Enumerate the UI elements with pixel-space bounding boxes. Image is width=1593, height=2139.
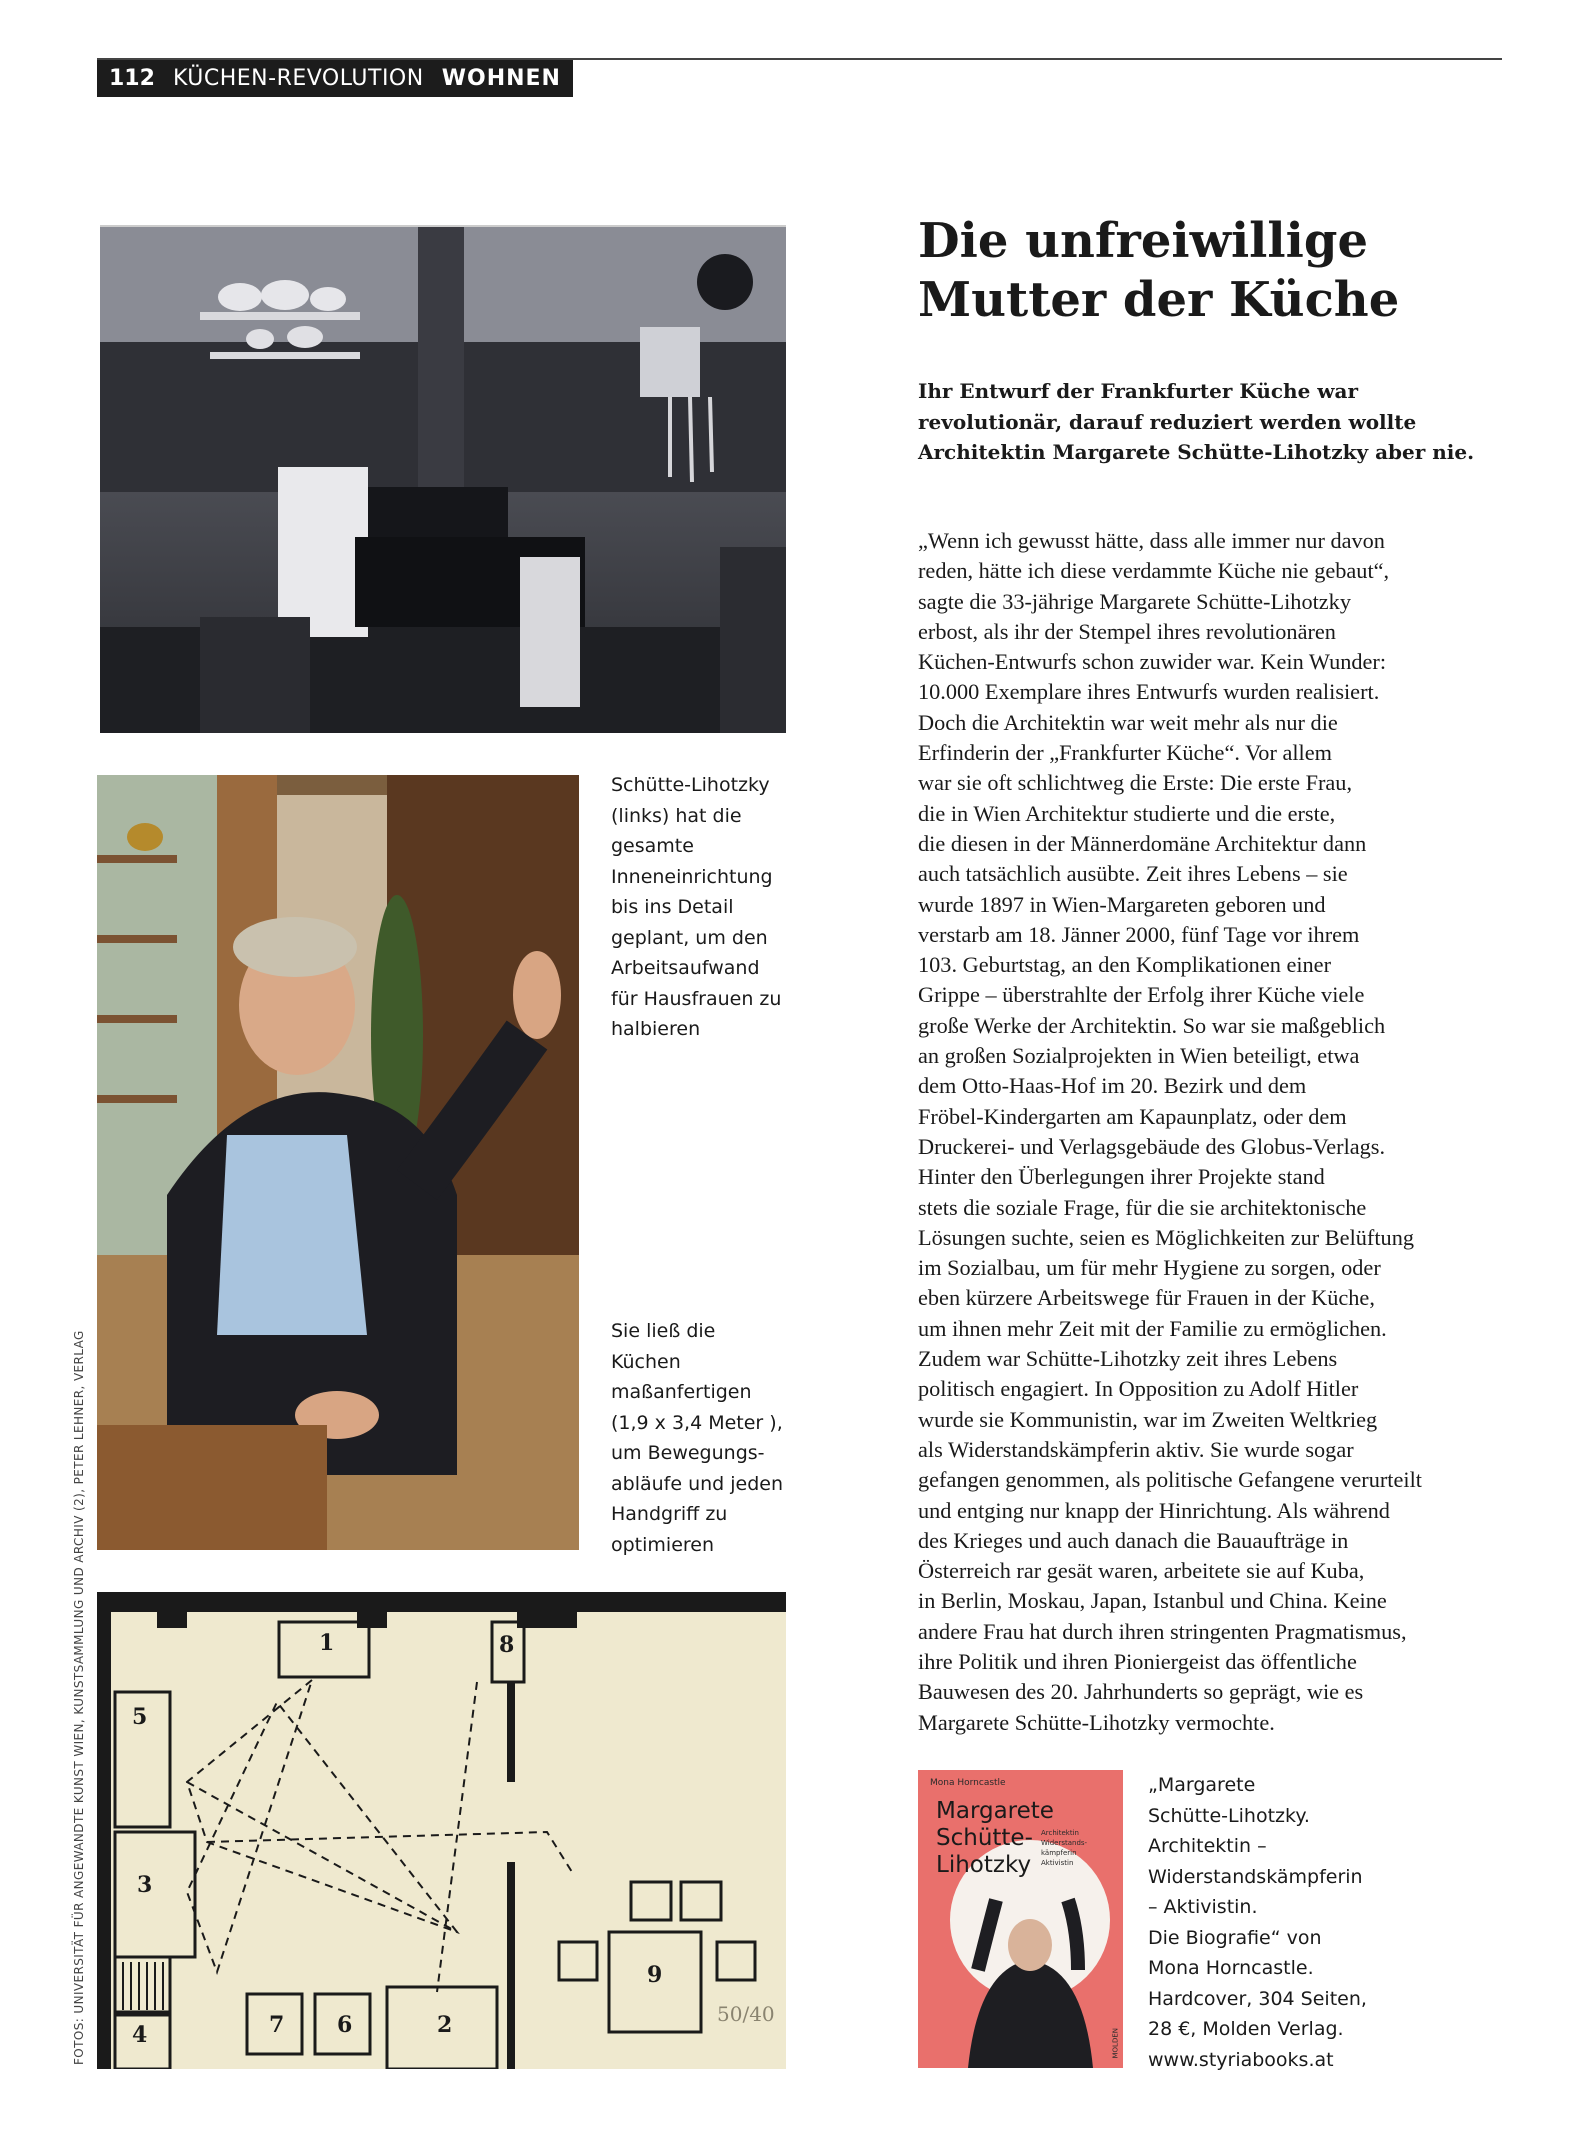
body-line: die diesen in der Männerdomäne Architektur dann xyxy=(918,830,1367,856)
caption-line: um Bewegungs- xyxy=(611,1442,765,1464)
body-line: eben kürzere Arbeitswege für Frauen in der Küche, xyxy=(918,1285,1375,1311)
body-line: die in Wien Architektur studierte und die erste, xyxy=(918,800,1336,826)
plan-label-1: 1 xyxy=(319,1630,335,1656)
book-caption xyxy=(1148,1770,1378,2075)
caption-line: Arbeitsaufwand xyxy=(611,957,760,979)
book-caption-line: Die Biografie“ von xyxy=(1148,1926,1322,1949)
body-line: und entging nur knapp der Hinrichtung. Als während xyxy=(918,1497,1390,1523)
body-line: Erfinderin der „Frankfurter Küche“. Vor allem xyxy=(918,740,1332,766)
book-cover-subtitle-line: Aktivistin xyxy=(1041,1859,1074,1867)
body-line: 103. Geburtstag, an den Komplikationen einer xyxy=(918,952,1332,978)
body-line: des Krieges und auch danach die Bauaufträge in xyxy=(918,1527,1349,1553)
book-cover-author: Mona Horncastle xyxy=(930,1778,1006,1788)
body-line: verstarb am 18. Jänner 2000, fünf Tage vor ihrem xyxy=(918,921,1360,947)
book-caption-line: Widerstandskämpferin xyxy=(1148,1865,1363,1888)
photo-credit: FOTOS: UNIVERSITÄT FÜR ANGEWANDTE KUNST WIEN, KUNSTSAMMLUNG UND ARCHIV (2), PETER LEHNER, VERLAG xyxy=(72,1330,86,2065)
body-line: an großen Sozialprojekten in Wien beteiligt, etwa xyxy=(918,1043,1360,1069)
body-line: Zudem war Schütte-Lihotzky zeit ihres Lebens xyxy=(918,1346,1338,1372)
rubric-label: WOHNEN xyxy=(441,66,561,91)
headline-line: Mutter der Küche xyxy=(918,272,1400,328)
kitchen-floor-plan xyxy=(97,1592,786,2069)
book-cover-title-line: Margarete xyxy=(936,1798,1054,1824)
book-caption-line: 28 €, Molden Verlag. xyxy=(1148,2018,1344,2040)
book-cover-subtitle-line: kämpferin xyxy=(1041,1849,1077,1857)
body-line: dem Otto-Haas-Hof im 20. Bezirk und dem xyxy=(918,1073,1307,1099)
caption-line: maßanfertigen xyxy=(611,1381,752,1403)
body-line: sagte die 33-jährige Margarete Schütte-Lihotzky xyxy=(918,588,1351,614)
plan-label-7: 7 xyxy=(269,2012,285,2038)
book-cover-publisher: MOLDEN xyxy=(1111,2028,1119,2059)
book-caption-line: Mona Horncastle. xyxy=(1148,1957,1314,1979)
lead-line: Ihr Entwurf der Frankfurter Küche war xyxy=(918,379,1358,403)
caption-line: Sie ließ die xyxy=(611,1320,716,1342)
caption-line: Küchen xyxy=(611,1350,681,1373)
book-cover xyxy=(918,1770,1123,2068)
caption-line: halbieren xyxy=(611,1018,701,1040)
headline-line: Die unfreiwillige xyxy=(918,213,1368,269)
caption-line: abläufe und jeden xyxy=(611,1472,784,1495)
caption-line: optimieren xyxy=(611,1533,715,1556)
plan-label-9: 9 xyxy=(647,1962,663,1988)
body-line: Margarete Schütte-Lihotzky vermochte. xyxy=(918,1709,1275,1735)
body-line: Österreich rar gesät waren, arbeitete sie auf Kuba, xyxy=(918,1558,1365,1584)
plan-label-scale: 50/40 xyxy=(717,2002,775,2026)
page-header xyxy=(97,60,573,97)
plan-label-4: 4 xyxy=(132,2022,148,2048)
caption-line: bis ins Detail xyxy=(611,896,734,918)
body-line: große Werke der Architektin. So war sie maßgeblich xyxy=(918,1012,1386,1038)
lead-line: revolutionär, darauf reduziert werden wollte xyxy=(918,409,1417,434)
book-cover-title-line: Schütte- xyxy=(936,1825,1033,1851)
body-line: Hinter den Überlegungen ihrer Projekte stand xyxy=(918,1164,1325,1190)
body-line: andere Frau hat durch ihren stringenten Pragmatismus, xyxy=(918,1618,1407,1644)
caption-line: geplant, um den xyxy=(611,926,768,949)
caption-line: (1,9 x 3,4 Meter ), xyxy=(611,1411,783,1434)
plan-caption xyxy=(611,1316,796,1560)
portrait-caption xyxy=(611,770,796,1045)
plan-label-5: 5 xyxy=(132,1704,148,1730)
body-line: politisch engagiert. In Opposition zu Adolf Hitler xyxy=(918,1376,1359,1402)
body-line: Lösungen suchte, seien es Möglichkeiten zur Belüftung xyxy=(918,1224,1414,1250)
page-number: 112 xyxy=(109,66,155,91)
portrait-photo xyxy=(97,775,579,1550)
plan-label-6: 6 xyxy=(337,2012,353,2038)
article-headline xyxy=(918,212,1478,330)
body-line: als Widerstandskämpferin aktiv. Sie wurde sogar xyxy=(918,1436,1354,1462)
caption-line: Schütte-Lihotzky xyxy=(611,774,770,796)
caption-line: gesamte xyxy=(611,835,694,857)
caption-line: Handgriff zu xyxy=(611,1503,728,1525)
caption-line: Inneneinrichtung xyxy=(611,865,773,888)
article-lead xyxy=(918,376,1478,468)
plan-label-3: 3 xyxy=(137,1872,153,1898)
body-line: war sie oft schlichtweg die Erste: Die erste Frau, xyxy=(918,770,1353,796)
body-line: im Sozialbau, um für mehr Hygiene zu sorgen, oder xyxy=(918,1255,1381,1281)
body-line: wurde 1897 in Wien-Margareten geboren und xyxy=(918,891,1326,917)
caption-line: (links) hat die xyxy=(611,804,742,827)
body-line: wurde sie Kommunistin, war im Zweiten Weltkrieg xyxy=(918,1406,1378,1432)
book-caption-line: Architektin – xyxy=(1148,1835,1267,1857)
body-line: Grippe – überstrahlte der Erfolg ihrer Küche viele xyxy=(918,982,1365,1008)
plan-label-8: 8 xyxy=(499,1632,515,1658)
kitchen-photo xyxy=(100,225,786,733)
section-title: KÜCHEN-REVOLUTION xyxy=(172,66,424,91)
body-line: Bauwesen des 20. Jahrhunderts so geprägt, wie es xyxy=(918,1679,1364,1705)
book-caption-line: Schütte-Lihotzky. xyxy=(1148,1804,1310,1827)
body-line: reden, hätte ich diese verdammte Küche nie gebaut“, xyxy=(918,558,1390,584)
body-line: 10.000 Exemplare ihres Entwurfs wurden realisiert. xyxy=(918,679,1380,705)
body-line: auch tatsächlich ausübte. Zeit ihres Lebens – sie xyxy=(918,861,1348,887)
caption-line: für Hausfrauen zu xyxy=(611,987,782,1010)
book-cover-subtitle-line: Widerstands- xyxy=(1041,1839,1088,1847)
book-caption-line: Hardcover, 304 Seiten, xyxy=(1148,1987,1367,2010)
book-caption-line: „Margarete xyxy=(1148,1774,1256,1796)
body-line: gefangen genommen, als politische Gefangene verurteilt xyxy=(918,1467,1422,1493)
body-line: Fröbel-Kindergarten am Kapaunplatz, oder dem xyxy=(918,1103,1347,1129)
book-cover-title-line: Lihotzky xyxy=(936,1852,1032,1878)
body-line: „Wenn ich gewusst hätte, dass alle immer nur davon xyxy=(918,528,1385,553)
body-line: stets die soziale Frage, für die sie architektonische xyxy=(918,1194,1367,1220)
body-line: Druckerei- und Verlagsgebäude des Globus-Verlags. xyxy=(918,1133,1386,1159)
book-caption-line: – Aktivistin. xyxy=(1148,1896,1258,1918)
body-line: Doch die Architektin war weit mehr als nur die xyxy=(918,709,1338,735)
book-caption-line: www.styriabooks.at xyxy=(1148,2048,1334,2071)
body-line: um ihnen mehr Zeit mit der Familie zu ermöglichen. xyxy=(918,1315,1387,1341)
body-line: Küchen-Entwurfs schon zuwider war. Kein Wunder: xyxy=(918,649,1387,675)
body-line: in Berlin, Moskau, Japan, Istanbul und China. Keine xyxy=(918,1588,1387,1614)
article-body xyxy=(918,526,1478,1738)
book-cover-subtitle-line: Architektin xyxy=(1041,1829,1079,1837)
body-line: erbost, als ihr der Stempel ihres revolutionären xyxy=(918,618,1336,644)
plan-label-2: 2 xyxy=(437,2012,453,2038)
body-line: ihre Politik und ihren Pioniergeist das öffentliche xyxy=(918,1648,1357,1674)
lead-line: Architektin Margarete Schütte-Lihotzky aber nie. xyxy=(918,440,1475,464)
